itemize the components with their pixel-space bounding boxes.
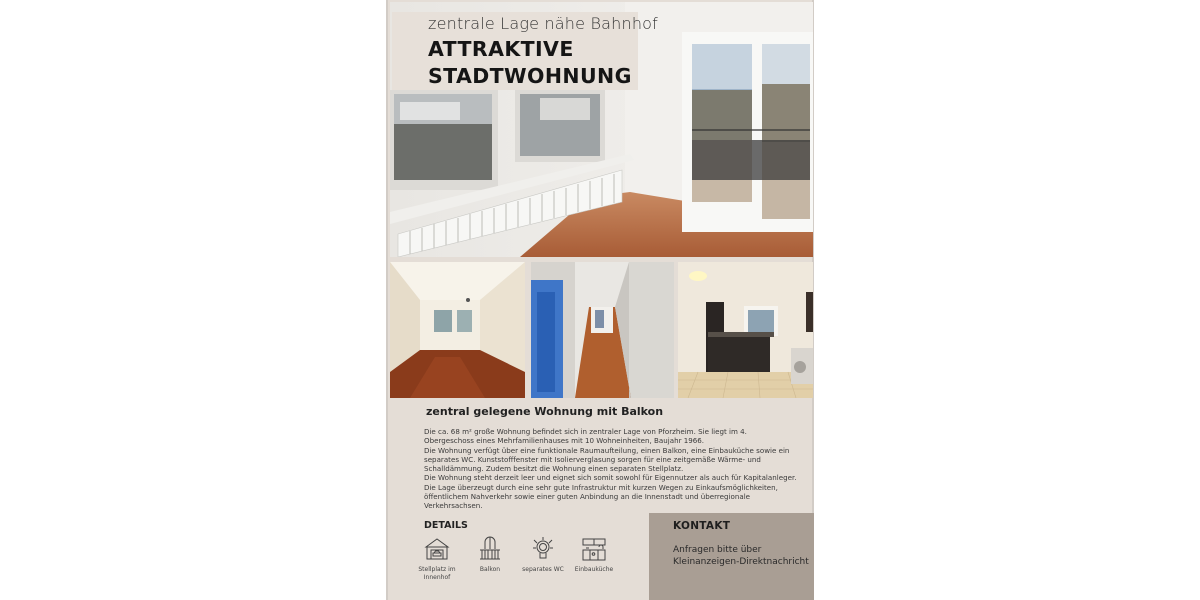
balcony-icon [477, 536, 503, 562]
description-line: Die Lage überzeugt durch eine sehr gute Infrastruktur mit kurzen Wegen zu Einkaufsmöglichkeiten, [424, 482, 778, 492]
description-line: Die ca. 68 m² große Wohnung befindet sich in zentraler Lage von Pforzheim. Sie liegt im 4. [424, 427, 747, 436]
detail-kitchen [568, 536, 620, 574]
description [424, 427, 797, 511]
description-line: Die Wohnung steht derzeit leer und eignet sich somit sowohl für Eigennutzer als auch für Kapitalanleger. [424, 473, 797, 483]
hallway-photo [531, 262, 674, 398]
section-title: zentral gelegene Wohnung mit Balkon [426, 405, 664, 418]
detail-label: Balkon [479, 566, 501, 573]
page-title [428, 36, 632, 90]
description-line: Verkehrsachsen. [424, 501, 483, 511]
contact-title: KONTAKT [673, 520, 731, 532]
detail-balcony [464, 536, 516, 574]
kitchen-icon [581, 536, 607, 562]
description-line: öffentlichem Nahverkehr sowie einer guten Anbindung an die Innenstadt und überregionale [424, 492, 751, 502]
detail-label: separates WC [522, 566, 564, 573]
detail-parking [411, 536, 463, 581]
detail-label: Einbauküche [574, 566, 614, 573]
flyer [386, 0, 814, 600]
title-line-2: STADTWOHNUNG [428, 64, 632, 88]
description-line: Die Wohnung verfügt über eine funktionale Raumaufteilung, einen Balkon, eine Einbauküche sowie ein [424, 445, 790, 455]
garage-icon [424, 536, 450, 562]
description-line: Schalldämmung. Zudem besitzt die Wohnung einen separaten Stellplatz. [424, 464, 684, 474]
description-line: separates WC. Kunststofffenster mit Isolierverglasung sorgen für eine zeitgemäße Wärme- und [424, 454, 761, 464]
title-line-1: ATTRAKTIVE [428, 37, 574, 61]
subtitle: zentrale Lage nähe Bahnhof [428, 14, 659, 33]
details-title: DETAILS [424, 520, 468, 531]
kitchen-photo [678, 262, 813, 398]
toilet-icon [530, 536, 556, 562]
contact-text: Anfragen bitte über Kleinanzeigen-Direktnachricht [673, 545, 809, 567]
contact-box [649, 513, 814, 600]
detail-label: Stellplatz im Innenhof [418, 566, 456, 581]
detail-wc [517, 536, 569, 574]
room-photo [390, 262, 525, 398]
description-line: Obergeschoss eines Mehrfamilienhauses mit 10 Wohneinheiten, Baujahr 1966. [424, 436, 705, 446]
